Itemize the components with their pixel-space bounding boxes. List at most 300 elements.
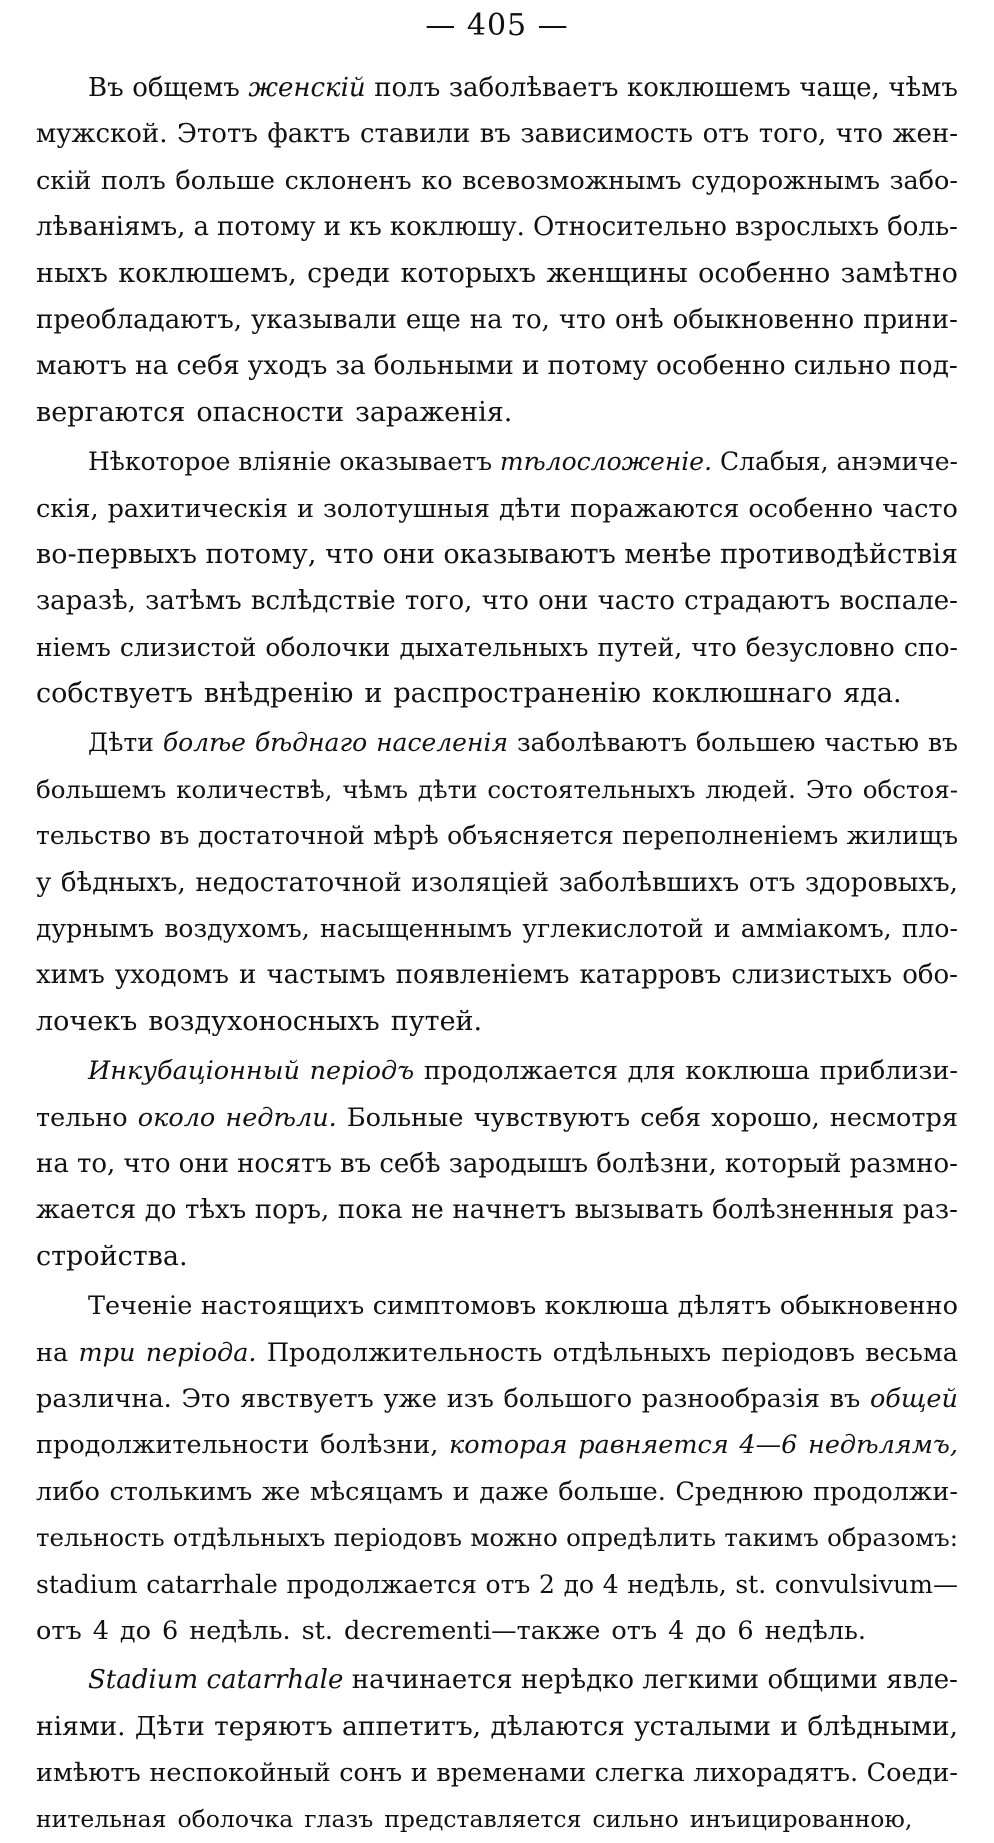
word: настоящихъ [200,1291,365,1322]
word: слизистыхъ [731,960,893,991]
word: дѣти [417,774,478,804]
italic-word: 4—6 [739,1430,798,1461]
word: недѣль. [189,1615,291,1646]
word: тельно [36,1102,128,1133]
word: и [296,493,314,524]
word: и [780,1710,799,1742]
word: въ [479,119,511,150]
word: Дѣти [88,728,154,758]
word: временами [436,1758,587,1789]
word: инъицированною, [689,1805,913,1834]
text-line [36,1657,958,1703]
word: достаточной [197,821,365,851]
word: глазъ [304,1805,374,1834]
word: болѣзни, [596,1148,717,1179]
text-line [36,204,958,250]
italic-word: болѣе [162,728,246,758]
word: даже [479,1476,549,1507]
word: аппетитъ, [342,1710,482,1742]
word: для [627,1056,676,1087]
word: скія, [36,493,99,524]
word: весьма [865,1337,958,1368]
word: ко [421,165,453,196]
word: чувствуютъ [473,1102,631,1133]
text-line [36,860,958,906]
word: чаще, [799,73,880,103]
word: полъ [374,73,441,103]
word: здоровыхъ, [804,867,958,898]
text-line [36,111,958,157]
word: Это [805,774,853,804]
text-line [36,1048,958,1094]
word: усталыми [634,1710,772,1742]
italic-word: недѣли. [225,1102,337,1133]
text-line [36,251,958,297]
italic-word: около [137,1102,216,1133]
word: 6 [737,1615,754,1646]
word: convulsivum— [774,1569,958,1599]
word: полъ [100,165,166,196]
text-line [36,1330,958,1376]
word: недѣль, [627,1569,727,1599]
word: оказываетъ [339,447,492,477]
word: золотушныя [322,493,490,524]
word: появленіемъ [395,960,570,991]
italic-word: недѣлямъ, [808,1430,958,1461]
page-number: — 405 — [425,8,569,43]
word: зависимость [520,119,694,150]
text-line [36,1283,958,1329]
word: противодѣйствія [720,538,958,570]
word: заболѣваетъ [448,73,619,103]
text-line [36,625,958,671]
word: которыхъ [400,257,537,289]
word: дѣлаются [490,1710,625,1742]
word: катарровъ [579,960,722,991]
word: поражаются [570,493,740,524]
word: частымъ [266,960,386,991]
word: 2 [539,1569,555,1599]
word: носятъ [237,1148,332,1179]
word: судорожнымъ [691,165,880,196]
word: нерѣдко [521,1665,634,1696]
word: изоляціей [411,867,550,898]
word: а [193,212,209,243]
word: частью [824,728,920,758]
text-line [36,1422,958,1468]
word: не [411,1195,444,1226]
italic-word: бѣднаго [254,728,368,758]
word: коклюшемъ [627,73,791,103]
word: Относительно [532,212,727,243]
word: женщины [546,257,688,289]
word: часто [597,586,675,617]
word: среди [307,257,391,289]
word: періодовъ [333,1523,462,1553]
text-line [36,999,958,1045]
word: особенно [748,493,874,524]
text-line [36,1376,958,1422]
word: чѣмъ [342,774,408,804]
word: вслѣдствіе [250,586,396,617]
word: Больные [346,1102,464,1133]
word: на [36,1337,69,1368]
word: то, [76,1148,116,1179]
word: который [724,1148,842,1179]
italic-word: Инкубаціонный [88,1056,300,1087]
italic-word: періода. [145,1337,257,1368]
italic-word: Stadium [88,1665,199,1696]
word: они [538,586,589,617]
word: на [135,350,169,382]
word: вліяніе [238,447,332,477]
word: распространенію [393,678,641,710]
word: изъ [446,1383,494,1414]
word: до [144,1195,177,1226]
word: st. [301,1615,334,1646]
word: забо- [889,165,958,196]
text-line [36,1234,958,1280]
word: явле- [886,1665,958,1696]
word: сонъ [339,1758,403,1789]
word: коклюшемъ, [118,257,297,289]
word: общемъ [132,73,240,103]
word: стройства. [36,1240,188,1272]
word: коклюша [685,1056,810,1087]
italic-word: равняется [578,1430,729,1461]
word: и [521,350,540,382]
word: въ [927,728,958,758]
text-line [36,343,958,389]
word: обыкновенно [672,304,855,335]
word: прини- [863,304,958,335]
word: зараженія. [355,396,513,428]
word: слегка [594,1758,685,1789]
word: отъ [36,1615,82,1646]
word: ныхъ [36,257,108,289]
word: коклюшнаго [651,678,833,710]
word: лѣваніямъ, [36,212,186,243]
word: пока [337,1195,403,1226]
word: что [558,304,607,335]
word: того, [404,586,473,617]
text-line [36,1469,958,1515]
word: менѣе [624,538,712,570]
word: болѣзненныя [712,1195,895,1226]
word: дѣлятъ [677,1291,772,1322]
word: мѣсяцамъ [309,1476,444,1507]
word: большемъ [36,774,167,804]
word: въ [340,1148,372,1179]
word: путей. [390,1005,483,1037]
word: теряютъ [214,1710,333,1742]
word: столькимъ [109,1476,253,1507]
word: жилищъ [846,821,958,851]
word: отъ [611,1615,658,1646]
word: они [382,538,435,570]
word: внѣдренію [203,678,354,710]
word: себя [176,350,240,382]
word: во-первыхъ [36,538,197,570]
word: ніями. [36,1710,126,1742]
word: Это [181,1383,231,1414]
word: преобладаютъ, [36,304,243,335]
word: обстоя- [862,774,958,804]
word: безусловно [745,632,895,662]
word: Нѣкоторое [88,447,231,477]
word: обыкновенно [779,1291,958,1322]
word: за [335,350,366,382]
text-line [36,158,958,204]
word: особенно [655,350,786,382]
word: амміакомъ, [740,914,892,944]
word: въ [829,1383,861,1414]
word: путей, [597,632,683,662]
word: что [123,1148,171,1179]
word: ніемъ [36,632,111,662]
word: количествѣ, [176,774,333,804]
word: тельство [36,821,152,851]
word: мѣрѣ [373,821,439,851]
word: часто [882,493,958,524]
word: под- [899,350,958,382]
word: боль- [887,212,958,243]
word: до [563,1569,595,1599]
word: тельность [36,1523,165,1553]
word: еще [405,304,461,335]
word: явствуетъ [240,1383,374,1414]
word: Теченіе [88,1291,193,1322]
word: сильно [592,1805,679,1834]
word: общими [767,1665,878,1696]
word: лочекъ [36,1005,138,1037]
word: пло- [901,914,958,944]
word: замѣтно [840,257,958,289]
word: воспале- [839,586,958,617]
word: маютъ [36,350,128,382]
word: отдѣльныхъ [552,1337,712,1368]
word: хорошо, [711,1102,820,1133]
word: Соеди- [866,1758,958,1789]
word: чѣмъ [888,73,958,103]
word: спо- [903,632,958,662]
word: заразѣ, [36,586,136,617]
word: что [691,632,737,662]
word: Этотъ [177,119,258,150]
word: продолжи- [812,1476,958,1507]
word: собствуетъ [36,678,193,710]
word: страдаютъ [684,586,831,617]
word: продолжается [423,1056,618,1087]
word: приблизи- [819,1056,958,1087]
word: 4 [668,1615,685,1646]
word: заболѣваютъ [516,728,688,758]
word: поръ, [254,1195,330,1226]
word: коклюшу. [389,212,525,243]
word: до [119,1615,151,1646]
word: они [178,1148,229,1179]
word: воздухомъ, [164,914,310,944]
word: больше. [558,1476,666,1507]
text-line [36,390,958,436]
word: насыщеннымъ [319,914,513,944]
word: большого [503,1383,633,1414]
word: блѣдными, [807,1710,958,1742]
word: коклюша [544,1291,670,1322]
text-line [36,767,958,813]
text-line [36,671,958,717]
word: же [261,1476,301,1507]
word: образомъ: [827,1523,958,1553]
italic-word: catarrhale [206,1665,344,1696]
word: такимъ [724,1523,819,1553]
word: и [410,1758,428,1789]
word: симптомовъ [372,1291,537,1322]
word: всевозможнымъ [462,165,682,196]
text-line [36,1095,958,1141]
word: людей. [705,774,796,804]
word: ставили [359,119,471,150]
word: вергаются [36,396,186,428]
word: себѣ [379,1148,441,1179]
word: яда. [843,678,902,710]
word: decrementi—также [344,1615,601,1646]
word: себя [640,1102,701,1133]
italic-word: женскій [248,73,366,103]
word: анэмиче- [836,447,958,477]
word: періодовъ [721,1337,855,1368]
word: Слабыя, [719,447,829,477]
word: дѣти [498,493,562,524]
word: химъ [36,960,105,991]
word: зародышъ [448,1148,589,1179]
word: что [481,586,529,617]
word: объясняется [447,821,614,851]
word: отъ [485,1569,531,1599]
word: уходомъ [114,960,229,991]
word: сильно [793,350,891,382]
word: больше [175,165,275,196]
word: склоненъ [284,165,412,196]
word: нительная [36,1805,167,1834]
word: Въ [88,73,124,103]
word: различна. [36,1383,172,1414]
word: къ [349,212,382,243]
text-line [36,1141,958,1187]
word: начнетъ [452,1195,567,1226]
word: оболочки [265,632,391,662]
word: легкими [642,1665,760,1696]
word: потому [547,350,648,382]
word: состоятельныхъ [487,774,696,804]
word: 6 [161,1615,179,1646]
word: имѣютъ [36,1758,141,1789]
word: Среднюю [675,1476,804,1507]
word: отдѣльныхъ [173,1523,326,1553]
word: потому [217,212,316,243]
word: Продолжительность [266,1337,543,1368]
word: до [695,1615,727,1646]
text-line [36,952,958,998]
word: уже [383,1383,438,1414]
word: и [452,1476,470,1507]
word: и [713,914,731,944]
word: можно [470,1523,558,1553]
word: взрослыхъ [735,212,880,243]
word: лихорадятъ. [693,1758,859,1789]
text-line [36,1608,958,1654]
word: онѣ [615,304,664,335]
word: потому, [205,538,317,570]
word: фактъ [267,119,351,150]
word: раз- [902,1195,958,1226]
text-line [36,720,958,766]
word: catarrhale [146,1569,278,1599]
word: оказываютъ [443,538,616,570]
word: начинается [351,1665,513,1696]
text-line [36,1704,958,1750]
italic-word: которая [449,1430,568,1461]
text-line [36,813,958,859]
word: недѣль. [764,1615,866,1646]
word: неспокойный [149,1758,331,1789]
italic-word: три [78,1337,136,1368]
italic-word: населенія [376,728,508,758]
word: вызывать [574,1195,704,1226]
word: бѣдныхъ, [60,867,186,898]
word: продолжительности [36,1430,310,1461]
word: либо [36,1476,100,1507]
word: и [364,678,383,710]
word: въ [159,821,190,851]
word: и [323,212,341,243]
word: размно- [849,1148,958,1179]
word: воздухоносныхъ [148,1005,380,1037]
word: представляется [384,1805,582,1834]
word: тѣхъ [184,1195,247,1226]
text-line [36,439,958,485]
word: болѣзни, [320,1430,439,1461]
word: отъ [748,867,796,898]
word: 4 [92,1615,109,1646]
word: разнообразія [641,1383,820,1414]
word: st. [735,1569,767,1599]
text-line [36,486,958,532]
word: на [469,304,503,335]
text-line [36,906,958,952]
word: обо- [902,960,958,991]
text-line [36,578,958,624]
italic-word: общей [869,1383,958,1414]
word: что [835,119,884,150]
word: отъ [702,119,750,150]
word: того, [758,119,827,150]
word: уходъ [247,350,328,382]
word: жен- [892,119,958,150]
word: дыхательныхъ [399,632,589,662]
word: недостаточной [195,867,402,898]
word: мужской. [36,119,168,150]
word: затѣмъ [145,586,242,617]
word: у [36,867,52,898]
word: указывали [250,304,397,335]
word: дурнымъ [36,914,155,944]
text-line [36,1562,958,1608]
text-line [36,1187,958,1233]
italic-word: періодъ [309,1056,415,1087]
text-line [36,532,958,578]
word: stadium [36,1569,138,1599]
